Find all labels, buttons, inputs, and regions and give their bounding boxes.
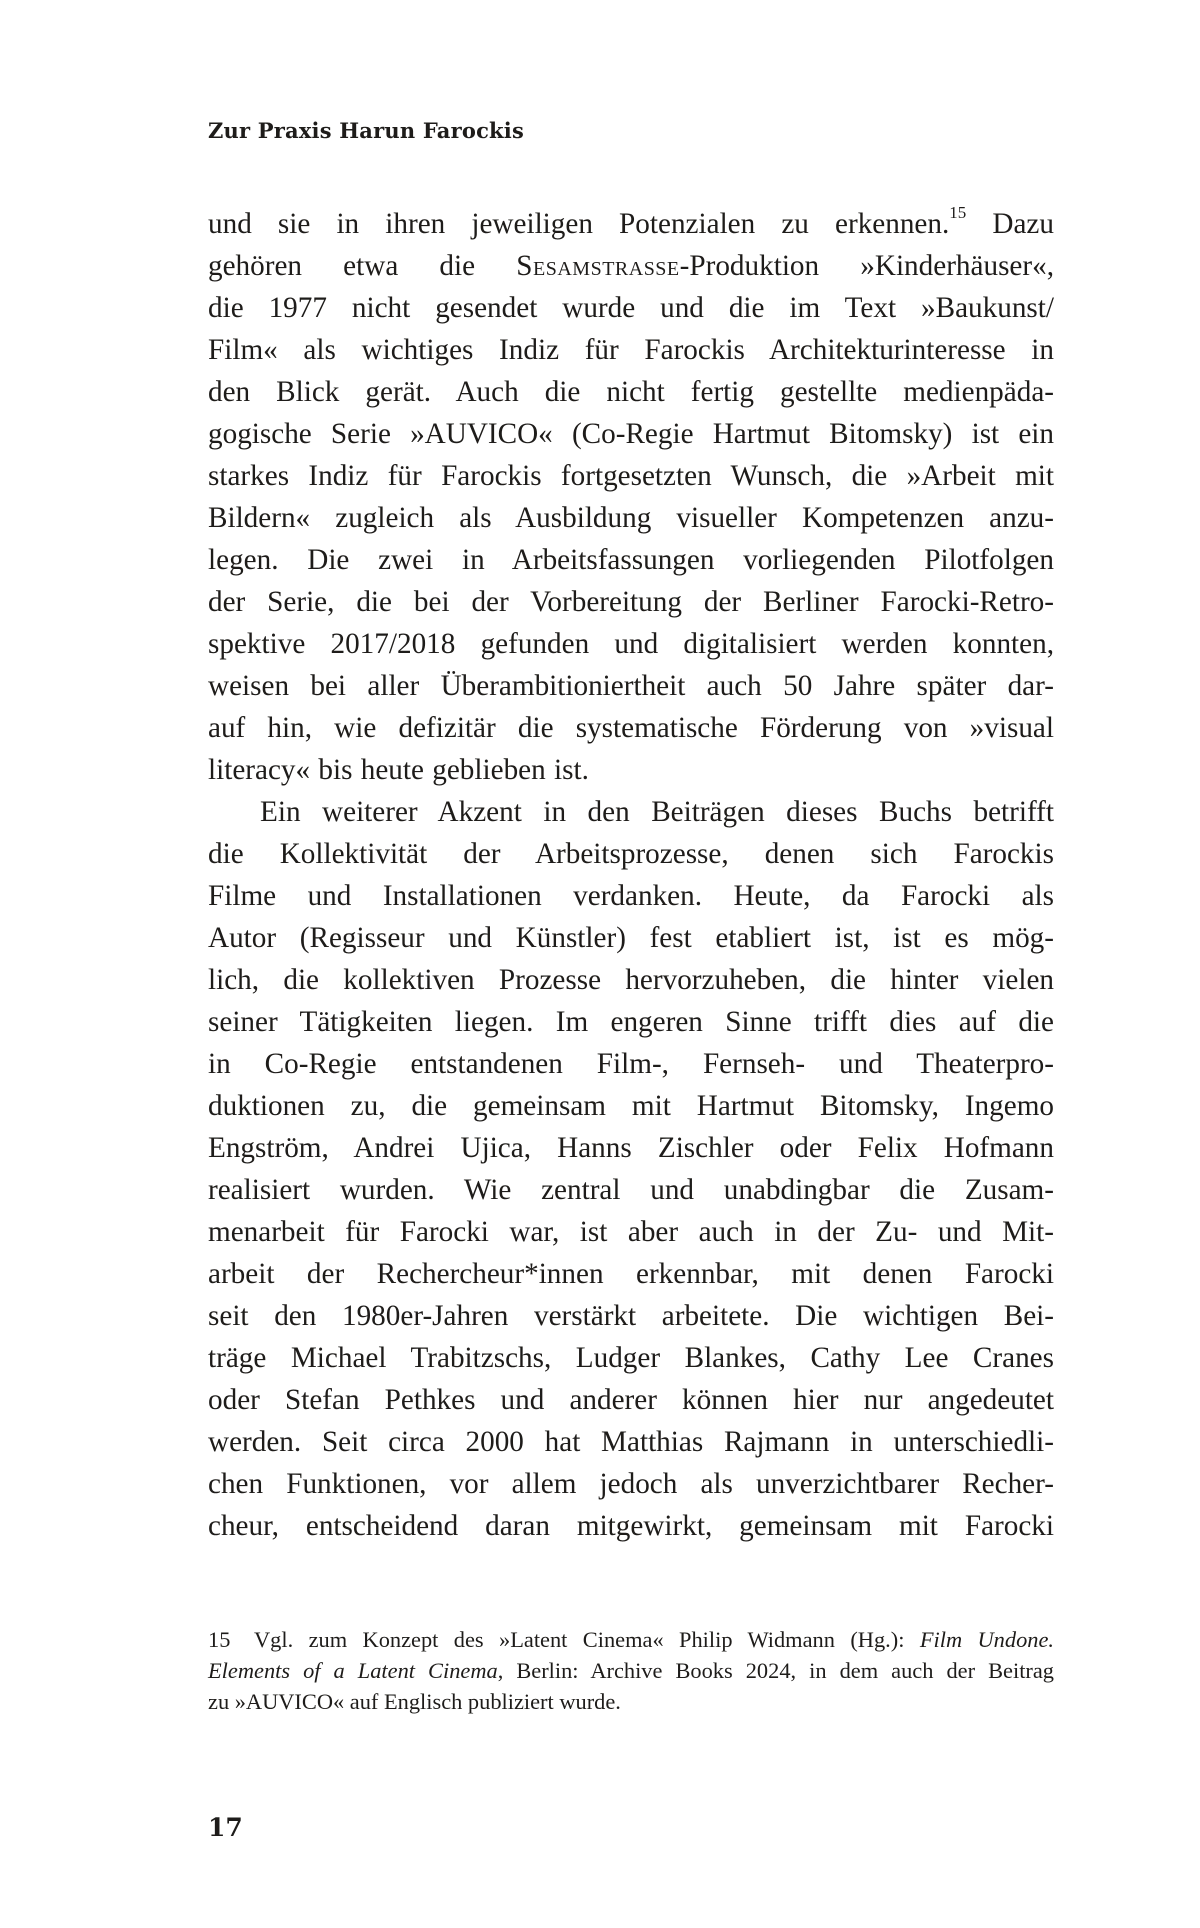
text-line: lich, die kollektiven Prozesse hervorzuheben, die hinter vielen: [208, 964, 1054, 996]
footnote-text: , Berlin: Archive Books 2024, in dem auch der Beitrag: [497, 1658, 1054, 1683]
text-line: Engström, Andrei Ujica, Hanns Zischler oder Felix Hofmann: [208, 1132, 1054, 1164]
text-line: in Co-Regie entstandenen Film-, Fernseh- und Theaterpro-: [208, 1048, 1054, 1080]
text-line: literacy« bis heute geblieben ist.: [208, 754, 589, 786]
text-line: starkes Indiz für Farockis fortgesetzten Wunsch, die »Arbeit mit: [208, 460, 1054, 492]
text-line: duktionen zu, die gemeinsam mit Hartmut Bitomsky, Ingemo: [208, 1090, 1054, 1122]
footnote-title: Film Undone.: [919, 1627, 1054, 1652]
text-line: den Blick gerät. Auch die nicht fertig gestellte medienpäda-: [208, 376, 1054, 408]
footnote-title: Elements of a Latent Cinema: [208, 1658, 498, 1683]
running-head: Zur Praxis Harun Farockis: [208, 118, 525, 143]
text-line: Filme und Installationen verdanken. Heute, da Farocki als: [208, 880, 1054, 912]
text-line: realisiert wurden. Wie zentral und unabdingbar die Zusam-: [208, 1174, 1054, 1206]
text-line: chen Funktionen, vor allem jedoch als unverzichtbarer Recher-: [208, 1468, 1054, 1500]
text-line: Bildern« zugleich als Ausbildung visueller Kompetenzen anzu-: [208, 502, 1054, 534]
text-line: auf hin, wie defizitär die systematische Förderung von »visual: [208, 712, 1054, 744]
footnote-line: [208, 1624, 1054, 1655]
text-line: arbeit der Rechercheur*innen erkennbar, mit denen Farocki: [208, 1258, 1054, 1290]
text-line: Autor (Regisseur und Künstler) fest etabliert ist, ist es mög-: [208, 922, 1054, 954]
main-text: [208, 203, 1054, 1547]
text-line: [208, 203, 1054, 245]
text-line: Ein weiterer Akzent in den Beiträgen dieses Buchs betrifft: [260, 796, 1054, 828]
text-line: spektive 2017/2018 gefunden und digitalisiert werden konnten,: [208, 628, 1054, 660]
text-line: seiner Tätigkeiten liegen. Im engeren Sinne trifft dies auf die: [208, 1006, 1054, 1038]
text-fragment: und sie in ihren jeweiligen Potenzialen zu erkennen.: [208, 208, 950, 240]
text-line: oder Stefan Pethkes und anderer können hier nur angedeutet: [208, 1384, 1054, 1416]
text-line: werden. Seit circa 2000 hat Matthias Rajmann in unterschiedli-: [208, 1426, 1054, 1458]
text-line: Film« als wichtiges Indiz für Farockis Architekturinteresse in: [208, 334, 1054, 366]
text-line: die 1977 nicht gesendet wurde und die im Text »Baukunst/: [208, 292, 1054, 324]
text-line: cheur, entscheidend daran mitgewirkt, gemeinsam mit Farocki: [208, 1510, 1054, 1542]
text-line: menarbeit für Farocki war, ist aber auch in der Zu- und Mit-: [208, 1216, 1054, 1248]
footnote-line: [208, 1655, 1054, 1686]
text-line: gogische Serie »AUVICO« (Co-Regie Hartmut Bitomsky) ist ein: [208, 418, 1054, 450]
text-fragment: gehören etwa die: [208, 250, 517, 282]
footnote-number: 15: [208, 1627, 231, 1652]
footnote-text: Vgl. zum Konzept des »Latent Cinema« Philip Widmann (Hg.):: [254, 1627, 920, 1652]
text-line: legen. Die zwei in Arbeitsfassungen vorliegenden Pilotfolgen: [208, 544, 1054, 576]
text-fragment: -Produktion »Kinderhäuser«,: [679, 250, 1054, 282]
page-number: 17: [208, 1813, 243, 1842]
footnote-line: zu »AUVICO« auf Englisch publiziert wurde.: [208, 1689, 621, 1714]
text-line: träge Michael Trabitzschs, Ludger Blankes, Cathy Lee Cranes: [208, 1342, 1054, 1374]
text-line: [208, 245, 1054, 287]
text-line: der Serie, die bei der Vorbereitung der Berliner Farocki-Retro-: [208, 586, 1054, 618]
text-line: die Kollektivität der Arbeitsprozesse, denen sich Farockis: [208, 838, 1054, 870]
text-fragment: Dazu: [966, 208, 1054, 240]
text-line: weisen bei aller Überambitioniertheit auch 50 Jahre später dar-: [208, 670, 1054, 702]
footnote-reference[interactable]: 15: [949, 203, 967, 223]
footnote: [208, 1624, 1054, 1717]
production-name: Sesamstrasse: [516, 250, 680, 282]
text-line: seit den 1980er-Jahren verstärkt arbeitete. Die wichtigen Bei-: [208, 1300, 1054, 1332]
